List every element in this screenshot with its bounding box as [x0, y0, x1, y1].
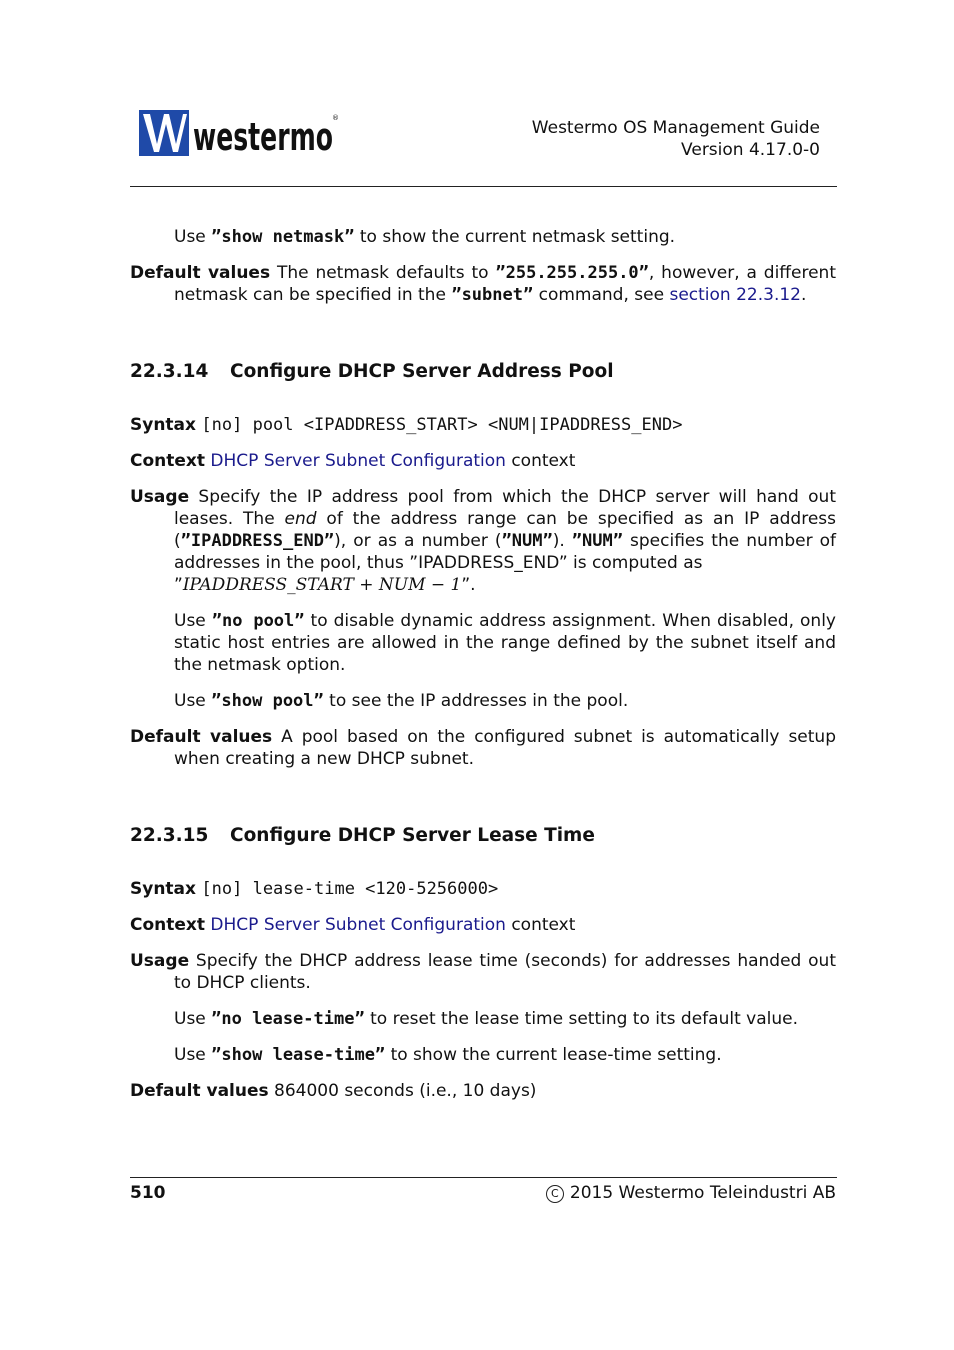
usage-entry: Usage Specify the IP address pool from which the DHCP server will hand out leases. The end of the address range can be specified as an IP address (”IPADDRESS_END”), or as a number (”NUM”). ”NUM” specifies the number of addresses in the pool, thus ”IPADDRESS_END” is computed as ”IPADDRESS_START + NUM − 1”.	[130, 487, 837, 595]
syntax-entry: Syntax [no] pool <IPADDRESS_START> <NUM|IPADDRESS_END>	[130, 415, 683, 435]
default-values-entry: Default values 864000 seconds (i.e., 10 days)	[130, 1081, 537, 1101]
formula: IPADDRESS_START + NUM − 1	[182, 575, 462, 595]
copyright-notice	[546, 1182, 836, 1204]
running-header	[532, 117, 820, 161]
section-title: Configure DHCP Server Lease Time	[230, 825, 595, 846]
section-title: Configure DHCP Server Address Pool	[230, 361, 614, 382]
paragraph: Use ”show lease-time” to show the current lease-time setting.	[174, 1045, 722, 1065]
westermo-logo-icon	[139, 110, 339, 158]
copyright-icon: C	[546, 1185, 564, 1203]
default-values-entry: Default values The netmask defaults to ”255.255.255.0”, however, a different netmask can be specified in the ”subnet” command, see section 22.3.12.	[130, 263, 836, 305]
westermo-logo	[139, 110, 339, 158]
command: ”show netmask”	[211, 227, 355, 247]
default-values-entry: Default values A pool based on the configured subnet is automatically setup when creating a new DHCP subnet.	[130, 727, 836, 769]
footer-rule	[130, 1177, 837, 1178]
copyright-text: 2015 Westermo Teleindustri AB	[569, 1183, 836, 1203]
guide-title: Westermo OS Management Guide	[531, 118, 820, 138]
syntax-entry: Syntax [no] lease-time <120-5256000>	[130, 879, 499, 899]
syntax-text: [no] pool <IPADDRESS_START> <NUM|IPADDRESS_END>	[201, 415, 683, 435]
page-footer	[130, 1182, 836, 1204]
context-entry: Context DHCP Server Subnet Configuration context	[130, 915, 576, 935]
context-link[interactable]: DHCP Server Subnet Configuration	[210, 451, 506, 471]
syntax-text: [no] lease-time <120-5256000>	[201, 879, 499, 899]
section-number: 22.3.14	[130, 361, 209, 382]
paragraph: Use ”no lease-time” to reset the lease time setting to its default value.	[174, 1009, 798, 1029]
section-link[interactable]: section 22.3.12	[669, 285, 801, 305]
paragraph: Use ”show netmask” to show the current netmask setting.	[174, 227, 676, 247]
guide-version: Version 4.17.0-0	[681, 140, 820, 160]
svg-text:®: ®	[332, 114, 339, 122]
header-rule	[130, 186, 837, 187]
section-heading	[130, 360, 836, 384]
paragraph: Use ”show pool” to see the IP addresses in the pool.	[174, 691, 629, 711]
entry-label: Default values	[130, 263, 271, 283]
usage-entry: Usage Specify the DHCP address lease time (seconds) for addresses handed out to DHCP clients.	[130, 951, 836, 993]
section-number: 22.3.15	[130, 825, 209, 846]
logo-wordmark: westermo	[193, 115, 333, 158]
section-heading	[130, 824, 836, 848]
page-content	[130, 226, 836, 1102]
context-entry: Context DHCP Server Subnet Configuration context	[130, 451, 576, 471]
context-link[interactable]: DHCP Server Subnet Configuration	[210, 915, 506, 935]
paragraph: Use ”no pool” to disable dynamic address assignment. When disabled, only static host entries are allowed in the range defined by the subnet itself and the netmask option.	[174, 611, 836, 675]
page-number: 510	[130, 1183, 166, 1203]
